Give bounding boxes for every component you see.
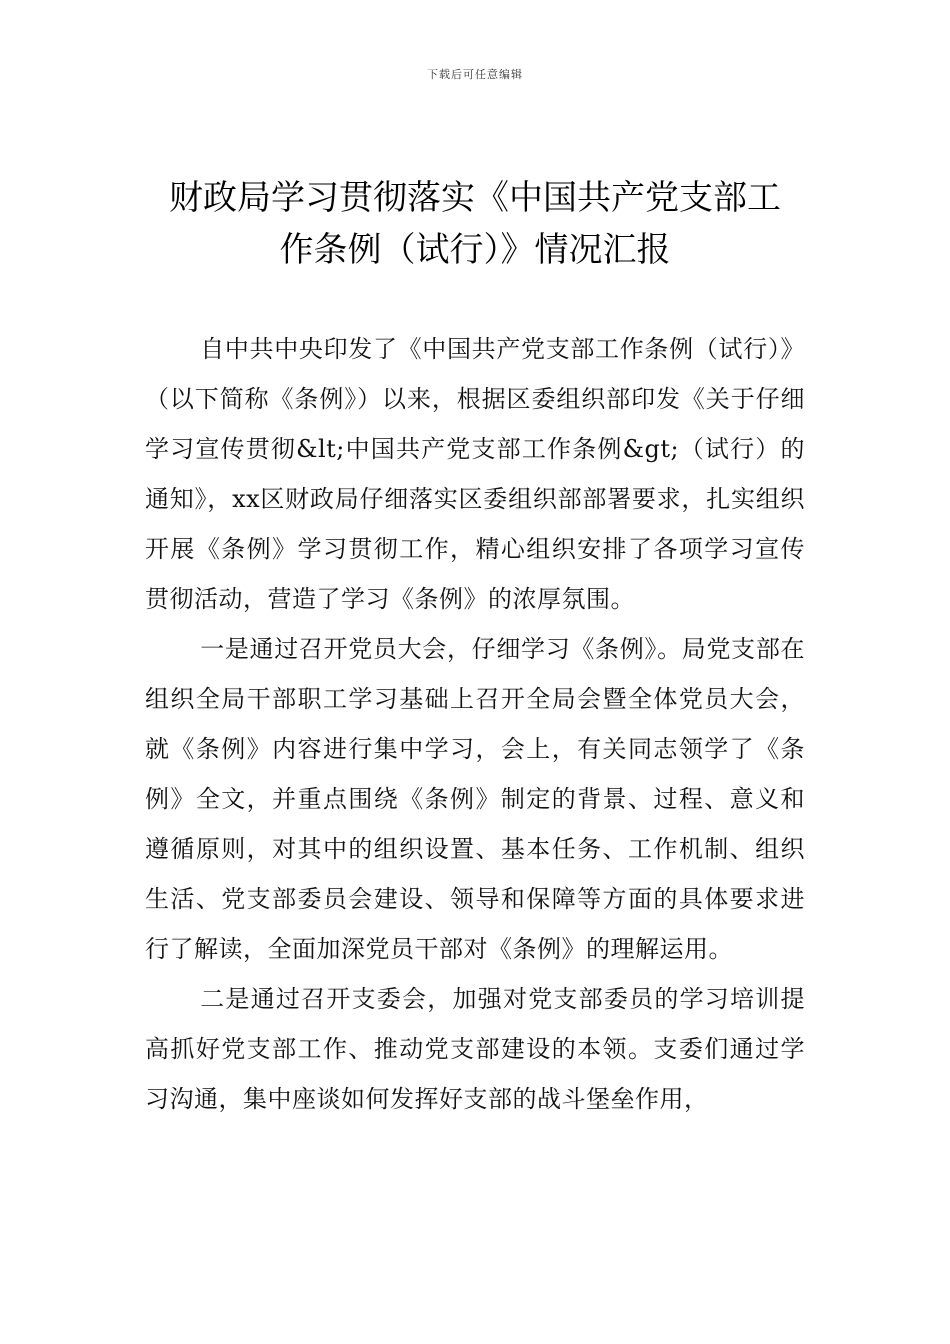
document-body (145, 324, 805, 1124)
document-title (145, 172, 805, 276)
title-line-1: 财政局学习贯彻落实《中国共产党支部工 (169, 178, 781, 218)
download-note: 下载后可任意编辑 (427, 68, 523, 81)
paragraph-party-meeting: 一是通过召开党员大会，仔细学习《条例》。局党支部在组织全局干部职工学习基础上召开全局会暨全体党员大会，就《条例》内容进行集中学习，会上，有关同志领学了《条例》全文，并重点围绕《条例》制定的背景、过程、意义和遵循原则，对其中的组织设置、基本任务、工作机制、组织生活、党支部委员会建设、领导和保障等方面的具体要求进行了解读，全面加深党员干部对《条例》的理解运用。 (145, 635, 805, 963)
paragraph-committee-meeting: 二是通过召开支委会，加强对党支部委员的学习培训提高抓好党支部工作、推动党支部建设的本领。支委们通过学习沟通，集中座谈如何发挥好支部的战斗堡垒作用， (145, 985, 805, 1113)
paragraph-intro: 自中共中央印发了《中国共产党支部工作条例（试行）》（以下简称《条例》）以来，根据区委组织部印发《关于仔细学习宣传贯彻&lt;中国共产党支部工作条例&gt;（试行）的通知》，xx区财政局仔细落实区委组织部部署要求，扎实组织开展《条例》学习贯彻工作，精心组织安排了各项学习宣传贯彻活动，营造了学习《条例》的浓厚氛围。 (145, 335, 805, 613)
title-line-2: 作条例（试行）》情况汇报 (279, 230, 671, 270)
